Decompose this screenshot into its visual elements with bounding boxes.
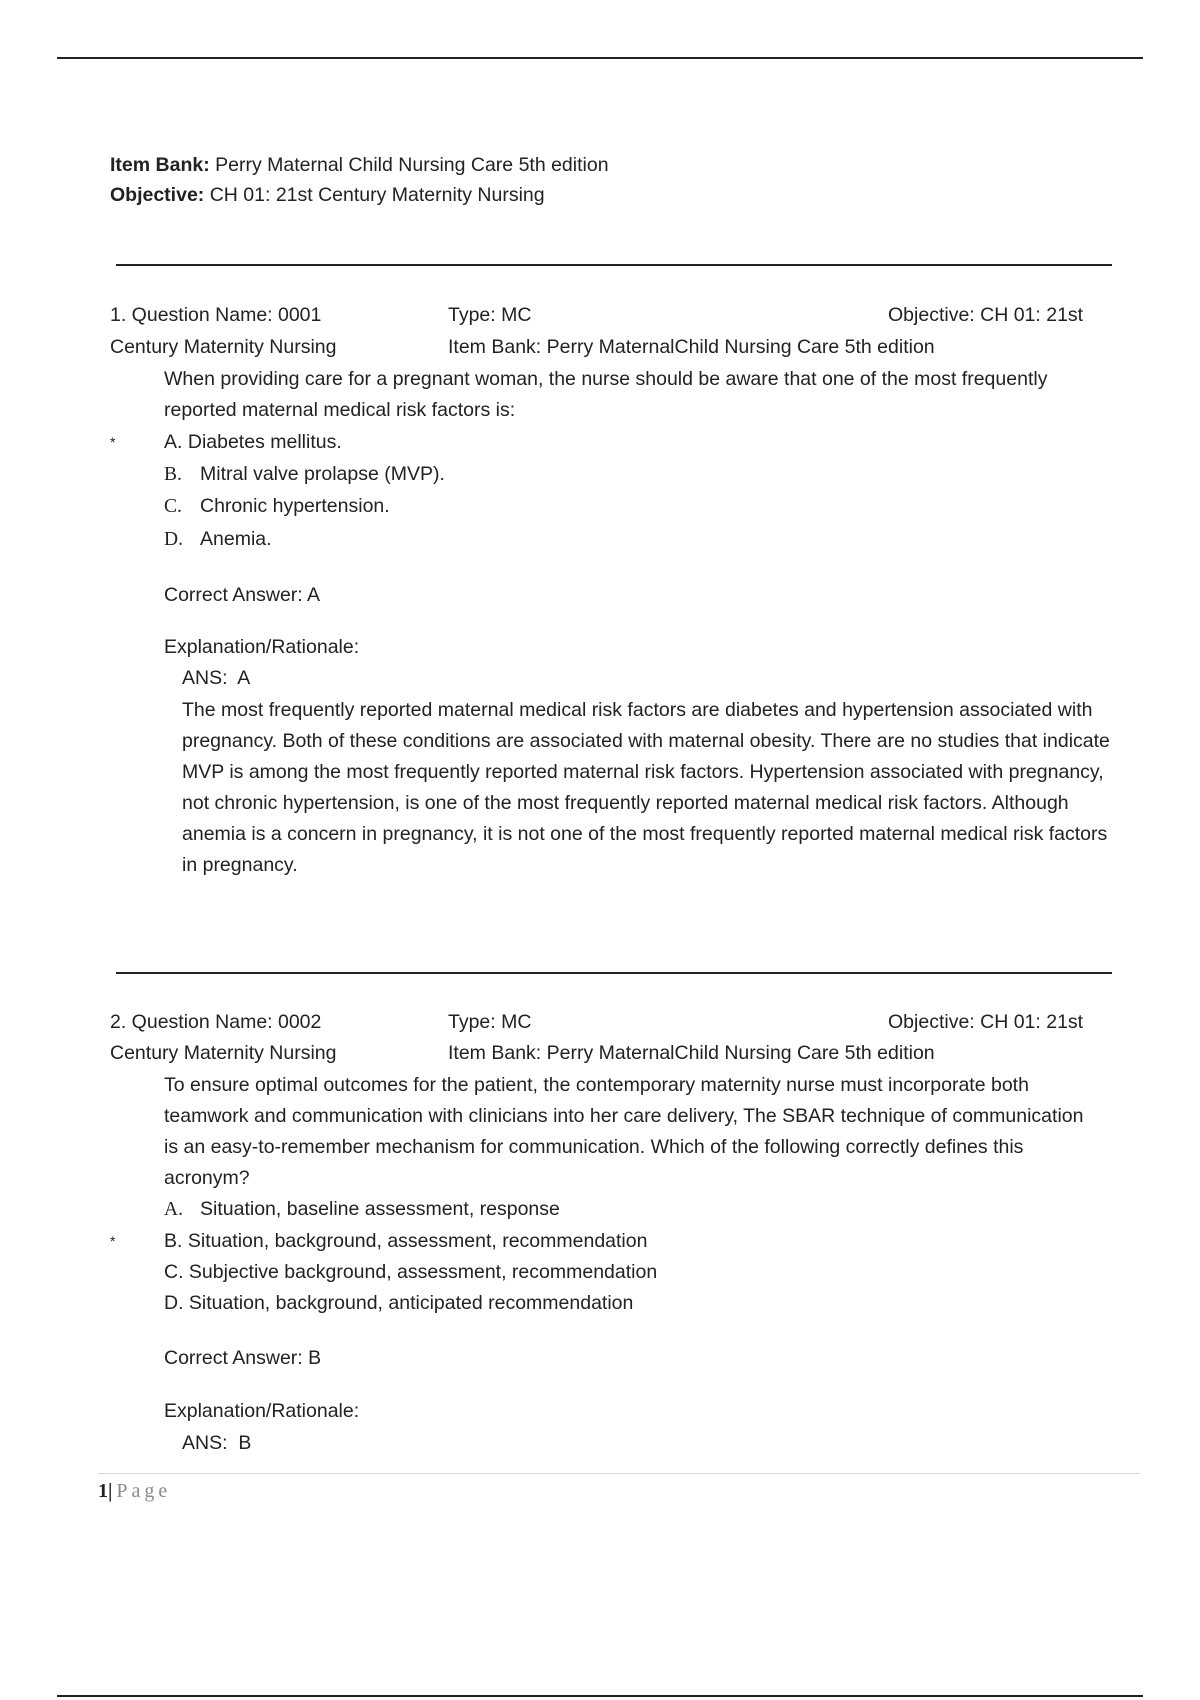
answer-option: [164, 1263, 657, 1283]
option-text: Situation, baseline assessment, response: [200, 1198, 560, 1220]
question-objective: Objective: CH 01: 21st: [888, 1011, 1084, 1033]
answer-option: [164, 433, 342, 453]
item-bank-header: [110, 156, 609, 176]
option-text: Situation, background, assessment, recommendation: [187, 1230, 648, 1252]
option-text: Anemia.: [200, 528, 272, 550]
question-type: Type: MC: [448, 1011, 532, 1033]
option-letter: A.: [164, 1199, 183, 1220]
explanation-label: Explanation/Rationale:: [164, 636, 360, 658]
option-letter: C.: [164, 1261, 184, 1283]
footer-rule: [98, 1473, 1140, 1474]
option-letter: A.: [164, 431, 183, 453]
item-bank-label: Item Bank:: [110, 154, 210, 176]
page-separator: |: [108, 1480, 113, 1502]
option-letter: C.: [164, 496, 182, 517]
option-text: Subjective background, assessment, recommendation: [188, 1261, 658, 1283]
answer-option: [164, 1294, 633, 1314]
objective-label: Objective:: [110, 184, 205, 206]
answer-option: [164, 530, 272, 550]
rationale-text: The most frequently reported maternal medical risk factors are diabetes and hypertension associated with pregnancy. Both of these conditions are associated with maternal obesity. There are no studies that indicate MVP is among the most frequently reported maternal risk factors. Hypertension associated with pregnancy, not chronic hypertension, is one of the most frequently reported maternal medical risk factors. Although anemia is a concern in pregnancy, it is not one of the most frequently reported maternal medical risk factors in pregnancy.: [182, 699, 1110, 876]
option-letter: B.: [164, 464, 182, 485]
option-text: Situation, background, anticipated recommendation: [188, 1292, 634, 1314]
objective-value: CH 01: 21st Century Maternity Nursing: [209, 184, 545, 206]
answer-option: [164, 1200, 560, 1220]
question-objective-cont: Century Maternity Nursing: [110, 336, 337, 358]
question-name: 1. Question Name: 0001: [110, 304, 322, 326]
correct-marker: *: [110, 1233, 116, 1249]
item-bank-value: Perry Maternal Child Nursing Care 5th edition: [215, 154, 609, 176]
section-divider: [116, 264, 1112, 266]
answer-option: [164, 465, 445, 485]
correct-marker: *: [110, 434, 116, 450]
section-divider: [116, 972, 1112, 974]
page-word: Page: [116, 1480, 172, 1502]
top-page-rule: [57, 57, 1143, 59]
question-type: Type: MC: [448, 304, 532, 326]
answer-key: ANS: B: [182, 1432, 252, 1454]
option-text: Mitral valve prolapse (MVP).: [200, 463, 445, 485]
answer-option: [164, 1232, 647, 1252]
correct-answer: Correct Answer: B: [164, 1347, 322, 1369]
page-number-value: 1: [98, 1480, 108, 1502]
question-item-bank: Item Bank: Perry MaternalChild Nursing Care 5th edition: [448, 1042, 935, 1064]
answer-option: [164, 497, 390, 517]
objective-header: [110, 186, 545, 206]
question-item-bank: Item Bank: Perry MaternalChild Nursing Care 5th edition: [448, 336, 935, 358]
question-stem: To ensure optimal outcomes for the patient, the contemporary maternity nurse must incorporate both teamwork and communication with clinicians into her care delivery, The SBAR technique of communication is an easy-to-remember mechanism for communication. Which of the following correctly defines this acronym?: [164, 1074, 1084, 1189]
bottom-page-rule: [57, 1695, 1143, 1697]
question-objective: Objective: CH 01: 21st: [888, 304, 1084, 326]
option-letter: D.: [164, 529, 183, 550]
option-letter: D.: [164, 1292, 184, 1314]
question-stem: When providing care for a pregnant woman, the nurse should be aware that one of the most frequently reported maternal medical risk factors is:: [164, 368, 1048, 421]
explanation-label: Explanation/Rationale:: [164, 1400, 360, 1422]
correct-answer: Correct Answer: A: [164, 584, 321, 606]
option-letter: B.: [164, 1230, 183, 1252]
question-name: 2. Question Name: 0002: [110, 1011, 322, 1033]
option-text: Diabetes mellitus.: [187, 431, 342, 453]
option-text: Chronic hypertension.: [200, 495, 390, 517]
question-objective-cont: Century Maternity Nursing: [110, 1042, 337, 1064]
page-number: [98, 1481, 171, 1501]
answer-key: ANS: A: [182, 667, 251, 689]
